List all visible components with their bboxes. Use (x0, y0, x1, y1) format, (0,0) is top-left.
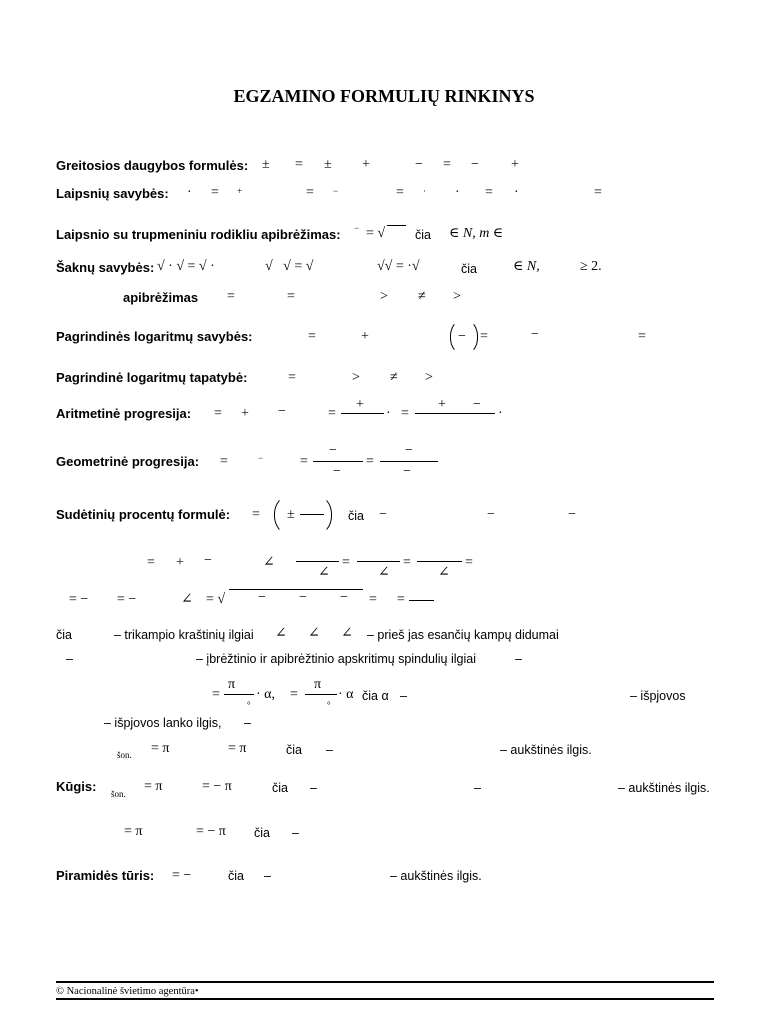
formula-daugybos-0: ± (262, 157, 270, 172)
label-piramides: Piramidės tūris: (56, 868, 155, 883)
footer-rule-top (56, 981, 714, 983)
formula-daugybos-1: = (295, 157, 303, 172)
formula-trupmeninis-2: čia (415, 228, 431, 242)
formula-geometrine-5: = (366, 454, 374, 469)
formula-trikampis1-2: − (204, 553, 212, 568)
kugis-0: šon. (111, 789, 126, 799)
label-aritmetine: Aritmetinė progresija: (56, 406, 192, 421)
formula-aritmetine-9: · (498, 406, 503, 421)
spinduliu-row-1: – įbrėžtinio ir apibrėžtinio apskritimų spindulių ilgiai (196, 652, 476, 666)
formula-tapatybe-1: > (352, 370, 360, 385)
kugis-6: – aukštinės ilgis. (618, 781, 710, 795)
formula-trikampis2-1: = − (117, 592, 137, 607)
label-trupmeninis: Laipsnio su trupmeniniu rodikliu apibrėžimas: (56, 227, 341, 242)
piramides-3: – aukštinės ilgis. (390, 869, 482, 883)
cia-row-1: – trikampio kraštinių ilgiai (114, 628, 254, 642)
formula-laipsniu-3: = (306, 185, 314, 200)
formula-trikampis2-8: = (397, 592, 405, 607)
formula-procentu-5: − (568, 507, 576, 522)
formula-daugybos-3: + (362, 157, 370, 172)
kugis-5: – (474, 781, 481, 795)
fraction-bar (313, 461, 363, 462)
fraction-bar (296, 561, 339, 562)
sektorius-0: = (212, 687, 224, 702)
footer-rule-bottom (56, 998, 714, 1000)
label-logaritmu: Pagrindinės logaritmų savybės: (56, 329, 253, 344)
formula-saknu-3: čia (461, 262, 477, 276)
formula-trupmeninis-1: = √ (366, 226, 386, 241)
rutulys-0: = π (124, 824, 143, 839)
formula-trikampis1-0: = (147, 555, 155, 570)
formula-logaritmu-5: = (638, 329, 646, 344)
kugis-4: – (310, 781, 317, 795)
fraction-bar (224, 694, 254, 695)
fraction-bar (341, 413, 384, 414)
formula-trikampis1-3: ∠ (263, 555, 275, 570)
kugis-2: = − π (202, 779, 232, 794)
formula-laipsniu-5: = (396, 185, 404, 200)
kugis-1: = π (144, 779, 163, 794)
spinduliu-row-2: – (515, 652, 522, 666)
formula-trupmeninis-3: ∈ N, m ∈ (449, 226, 504, 241)
formula-trikampis1-7: = (403, 555, 411, 570)
paren-group (274, 495, 332, 535)
sektorius-3: · α, (256, 687, 275, 702)
sektorius-5: π (314, 677, 322, 692)
sektorius-9: – (400, 689, 407, 703)
formula-saknu-4: ∈ N, (513, 259, 540, 274)
formula-geometrine-1: − (258, 453, 264, 463)
label-kugis: Kūgis: (56, 779, 97, 794)
formula-trikampis1-4: ∠ (318, 565, 330, 580)
piramides-0: = − (172, 868, 192, 883)
formula-daugybos-2: ± (324, 157, 332, 172)
formula-trikampis1-1: + (176, 555, 184, 570)
formula-trikampis2-0: = − (69, 592, 89, 607)
lankas-0: – išpjovos lanko ilgis, (104, 716, 222, 730)
formula-trikampis2-3: = √ (206, 592, 226, 607)
formula-trikampis1-6: ∠ (378, 565, 390, 580)
cilindras-1: = π (151, 741, 170, 756)
sqrt-bar (387, 225, 406, 226)
sektorius-2: ° (247, 700, 251, 710)
formula-procentu-0: = (252, 507, 260, 522)
formula-laipsniu-9: · (514, 185, 519, 200)
formula-tapatybe-0: = (288, 370, 296, 385)
formula-aritmetine-6: = (401, 406, 409, 421)
formula-laipsniu-8: = (485, 185, 493, 200)
formula-aritmetine-7: + (438, 397, 446, 412)
formula-aritmetine-3: = (328, 406, 336, 421)
label-geometrine: Geometrinė progresija: (56, 454, 200, 469)
formula-laipsniu-1: = (211, 185, 219, 200)
cia-row-0: čia (56, 628, 72, 642)
formula-laipsniu-4: − (333, 186, 339, 196)
formula-apibrezimas-0: = (227, 289, 235, 304)
fraction-bar (417, 561, 462, 562)
sektorius-4: = (290, 687, 298, 702)
formula-aritmetine-2: − (278, 404, 286, 419)
lankas-1: – (244, 716, 251, 730)
formula-geometrine-6: − (405, 443, 413, 458)
formula-procentu-2: čia (348, 509, 364, 523)
formula-geometrine-3: − (329, 443, 337, 458)
formula-trikampis1-9: = (465, 555, 473, 570)
cia-row-3: ∠ (308, 626, 320, 641)
formula-trikampis2-2: ∠ (181, 592, 193, 607)
formula-procentu-4: − (487, 507, 495, 522)
formula-apibrezimas-4: > (453, 289, 461, 304)
formula-trupmeninis-0: − (354, 223, 360, 233)
formula-laipsniu-10: = (594, 185, 602, 200)
formula-trikampis2-5: − (299, 590, 307, 605)
formula-geometrine-4: − (333, 464, 341, 479)
formula-laipsniu-0: · (187, 185, 192, 200)
formula-laipsniu-2: + (237, 186, 243, 196)
formula-procentu-1: ± (287, 507, 295, 522)
formula-aritmetine-1: + (241, 406, 249, 421)
formula-tapatybe-3: > (425, 370, 433, 385)
formula-laipsniu-6: · (423, 186, 426, 196)
page-title: EGZAMINO FORMULIŲ RINKINYS (233, 86, 535, 106)
formula-daugybos-6: − (471, 157, 479, 172)
formula-apibrezimas-3: ≠ (418, 289, 426, 304)
kugis-3: čia (272, 781, 288, 795)
formula-aritmetine-8: − (473, 397, 481, 412)
formula-apibrezimas-2: > (380, 289, 388, 304)
piramides-2: – (264, 869, 271, 883)
cilindras-0: šon. (117, 750, 132, 760)
formula-geometrine-2: = (300, 454, 308, 469)
formula-geometrine-7: − (403, 464, 411, 479)
sektorius-1: π (228, 677, 236, 692)
rutulys-1: = − π (196, 824, 226, 839)
label-saknu: Šaknų savybės: (56, 260, 155, 275)
fraction-bar (357, 561, 400, 562)
fraction-bar (305, 694, 337, 695)
formula-aritmetine-0: = (214, 406, 222, 421)
formula-saknu-2: √√ = ·√ (377, 259, 420, 274)
formula-saknu-1: √ √ = √ (265, 259, 314, 274)
formula-logaritmu-4: − (531, 327, 539, 342)
fraction-bar (409, 600, 434, 601)
formula-saknu-5: ≥ 2. (580, 259, 602, 274)
cia-row-4: ∠ (341, 626, 353, 641)
formula-trikampis2-7: = (369, 592, 377, 607)
piramides-1: čia (228, 869, 244, 883)
rutulys-2: čia (254, 826, 270, 840)
footer-copyright: © Nacionalinė švietimo agentūra• (56, 986, 199, 997)
cilindras-2: = π (228, 741, 247, 756)
rutulys-3: – (292, 826, 299, 840)
label-procentu: Sudėtinių procentų formulė: (56, 507, 231, 522)
sektorius-8: čia α (362, 689, 389, 703)
sektorius-6: ° (327, 700, 331, 710)
label-apibrezimas: apibrėžimas (123, 290, 199, 305)
cia-row-2: ∠ (275, 626, 287, 641)
formula-daugybos-4: − (415, 157, 423, 172)
fraction-bar (380, 461, 438, 462)
label-laipsniu: Laipsnių savybės: (56, 186, 169, 201)
spinduliu-row-0: – (66, 652, 73, 666)
formula-aritmetine-5: · (386, 406, 391, 421)
formula-tapatybe-2: ≠ (390, 370, 398, 385)
formula-daugybos-7: + (511, 157, 519, 172)
fraction-bar (300, 514, 324, 515)
label-tapatybe: Pagrindinė logaritmų tapatybė: (56, 370, 248, 385)
cilindras-4: – (326, 743, 333, 757)
cilindras-3: čia (286, 743, 302, 757)
formula-logaritmu-1: + (361, 329, 369, 344)
formula-logaritmu-0: = (308, 329, 316, 344)
formula-logaritmu-2: − (458, 329, 466, 344)
formula-trikampis2-4: − (258, 590, 266, 605)
formula-logaritmu-3: = (480, 329, 488, 344)
formula-geometrine-0: = (220, 454, 228, 469)
cilindras-5: – aukštinės ilgis. (500, 743, 592, 757)
formula-trikampis1-8: ∠ (438, 565, 450, 580)
formula-daugybos-5: = (443, 157, 451, 172)
formula-apibrezimas-1: = (287, 289, 295, 304)
formula-saknu-0: √ · √ = √ · (157, 259, 215, 274)
formula-trikampis2-6: − (340, 590, 348, 605)
fraction-bar (415, 413, 495, 414)
formula-laipsniu-7: · (455, 185, 460, 200)
formula-aritmetine-4: + (356, 397, 364, 412)
sektorius-7: · α (338, 687, 354, 702)
sektorius-10: – išpjovos (630, 689, 686, 703)
formula-procentu-3: − (379, 507, 387, 522)
label-daugybos: Greitosios daugybos formulės: (56, 158, 249, 173)
cia-row-5: – prieš jas esančių kampų didumai (367, 628, 559, 642)
formula-trikampis1-5: = (342, 555, 350, 570)
